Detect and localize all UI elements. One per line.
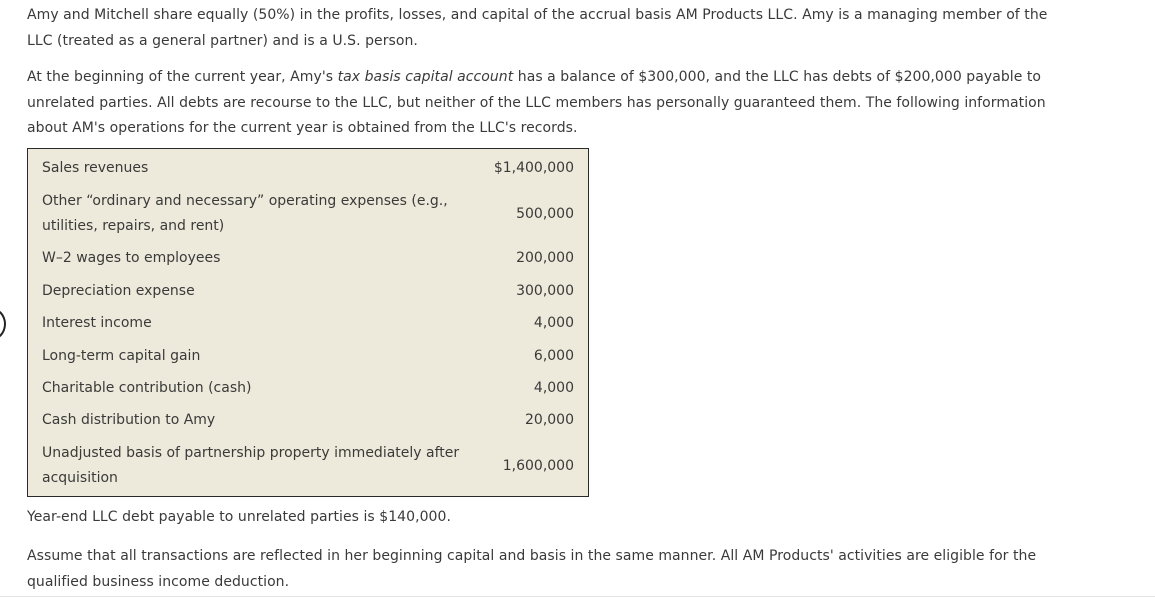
row-label: W–2 wages to employees — [42, 250, 221, 266]
row-value: 4,000 — [533, 315, 574, 331]
row-value: 20,000 — [525, 412, 574, 428]
intro-paragraph-1: Amy and Mitchell share equally (50%) in the profits, losses, and capital of the accrual basis AM Products LLC. Amy is a managing member of the LLC (treated as a general partner) and is a U.S. person. — [27, 7, 1048, 49]
intro-paragraph-2 — [27, 65, 1067, 142]
divider — [0, 596, 1155, 597]
row-label: Sales revenues — [42, 160, 149, 176]
row-label: Long-term capital gain — [42, 348, 201, 364]
row-value: 500,000 — [516, 206, 574, 222]
row-label: Depreciation expense — [42, 283, 195, 299]
row-label: Other “ordinary and necessary” operating expenses (e.g., utilities, repairs, and rent) — [42, 193, 448, 234]
p2-text-start: At the beginning of the current year, Amy's — [27, 69, 338, 85]
outro-paragraph-1: Year-end LLC debt payable to unrelated parties is $140,000. — [27, 509, 451, 525]
outro-paragraph-2: Assume that all transactions are reflected in her beginning capital and basis in the same manner. All AM Products' activities are eligible for the qualified business income deduction. — [27, 548, 1037, 590]
row-label: Unadjusted basis of partnership property immediately after acquisition — [42, 445, 460, 486]
p2-text-end: has a balance of $300,000, and the LLC has debts of $200,000 payable to unrelated parties. All debts are recourse to the LLC, but neither of the LLC members has personally guaranteed them. The following information about AM's operations for the current year is obtained from the LLC's records. — [27, 69, 1046, 136]
p2-emphasis: tax basis capital account — [337, 69, 514, 85]
row-value: 1,600,000 — [502, 458, 574, 474]
operations-table — [27, 148, 589, 497]
row-label: Cash distribution to Amy — [42, 412, 216, 428]
circle-shape-fragment — [0, 308, 6, 340]
row-label: Interest income — [42, 315, 152, 331]
row-value: 4,000 — [533, 380, 574, 396]
row-value: 6,000 — [533, 348, 574, 364]
row-value: 300,000 — [516, 283, 574, 299]
row-value: $1,400,000 — [493, 160, 574, 176]
row-label: Charitable contribution (cash) — [42, 380, 252, 396]
row-value: 200,000 — [516, 250, 574, 266]
